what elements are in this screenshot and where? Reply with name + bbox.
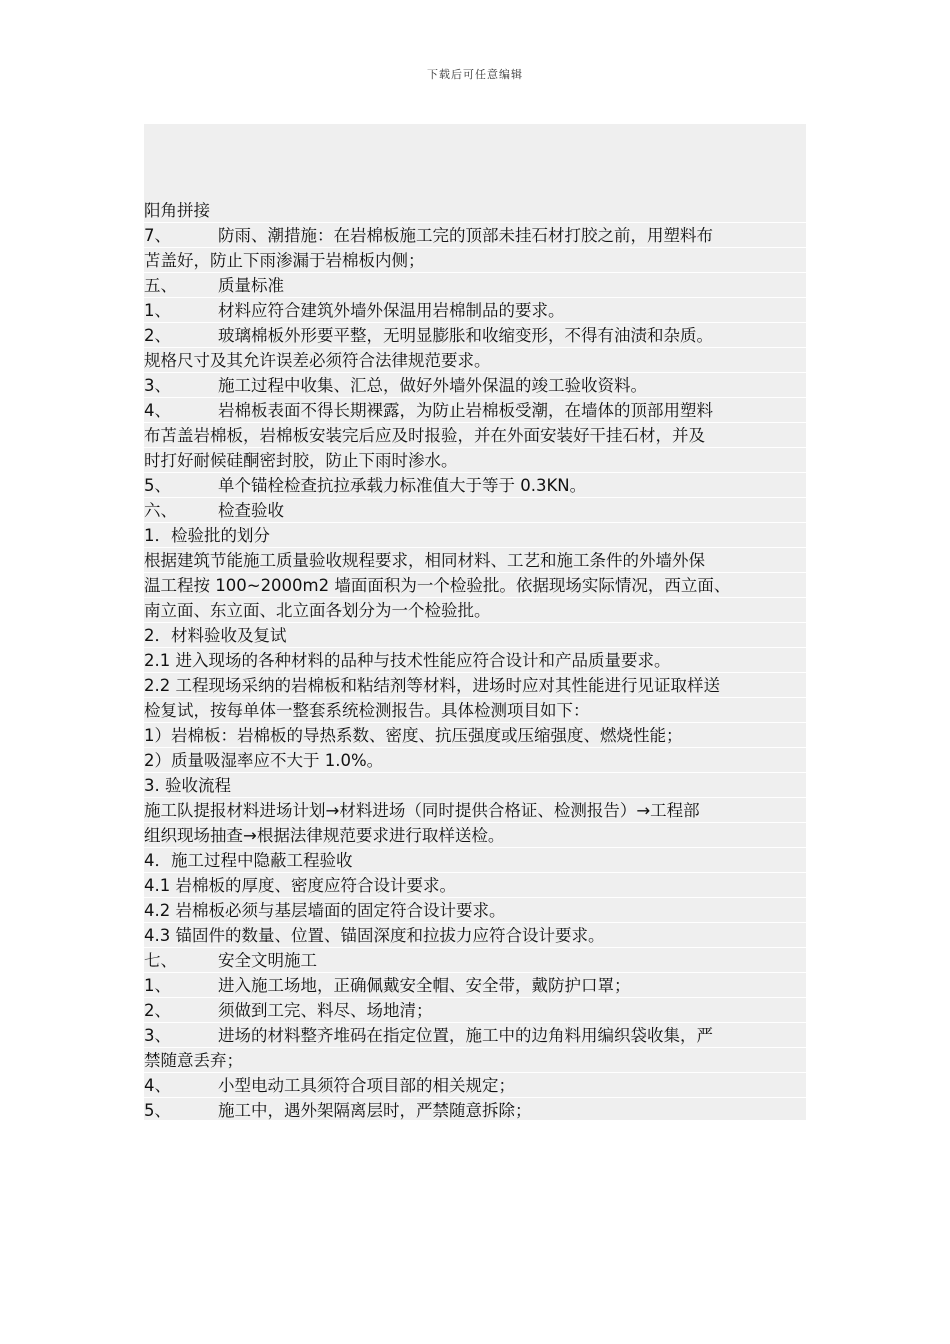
line-text: 单个锚栓检查抗拉承载力标准值大于等于 0.3KN。 bbox=[218, 476, 587, 495]
text-line bbox=[144, 723, 806, 748]
item-number: 2、 bbox=[144, 326, 171, 345]
line-text: 4．施工过程中隐蔽工程验收 bbox=[144, 851, 353, 870]
item-number: 五、 bbox=[144, 276, 177, 295]
item-number: 7、 bbox=[144, 226, 171, 245]
line-text: 玻璃棉板外形要平整，无明显膨胀和收缩变形，不得有油渍和杂质。 bbox=[218, 326, 713, 345]
text-line bbox=[144, 473, 806, 498]
text-line bbox=[144, 1098, 806, 1123]
line-text: 施工过程中收集、汇总，做好外墙外保温的竣工验收资料。 bbox=[218, 376, 647, 395]
item-number: 3、 bbox=[144, 1026, 171, 1045]
line-text: 材料应符合建筑外墙外保温用岩棉制品的要求。 bbox=[218, 301, 565, 320]
line-text: 2.1 进入现场的各种材料的品种与技术性能应符合设计和产品质量要求。 bbox=[144, 651, 671, 670]
text-line bbox=[144, 823, 806, 848]
item-number: 4、 bbox=[144, 1076, 171, 1095]
item-number: 2、 bbox=[144, 1001, 171, 1020]
text-line bbox=[144, 673, 806, 698]
text-line bbox=[144, 323, 806, 348]
line-text: 检复试，按每单体一整套系统检测报告。具体检测项目如下： bbox=[144, 701, 590, 720]
text-line bbox=[144, 498, 806, 523]
text-line bbox=[144, 923, 806, 948]
text-line bbox=[144, 198, 806, 223]
line-text: 南立面、东立面、北立面各划分为一个检验批。 bbox=[144, 601, 491, 620]
line-text: 进场的材料整齐堆码在指定位置，施工中的边角料用编织袋收集，严 bbox=[218, 1026, 713, 1045]
text-line bbox=[144, 448, 806, 473]
text-line bbox=[144, 423, 806, 448]
text-line bbox=[144, 398, 806, 423]
item-number: 1、 bbox=[144, 301, 171, 320]
line-text: 4.1 岩棉板的厚度、密度应符合设计要求。 bbox=[144, 876, 456, 895]
text-line bbox=[144, 873, 806, 898]
line-text: 安全文明施工 bbox=[218, 951, 317, 970]
line-text: 时打好耐候硅酮密封胶，防止下雨时渗水。 bbox=[144, 451, 458, 470]
text-line bbox=[144, 598, 806, 623]
item-number: 1、 bbox=[144, 976, 171, 995]
line-text: 质量标准 bbox=[218, 276, 284, 295]
item-number: 5、 bbox=[144, 476, 171, 495]
line-text: 施工队提报材料进场计划→材料进场（同时提供合格证、检测报告）→工程部 bbox=[144, 801, 700, 820]
text-line bbox=[144, 698, 806, 723]
line-text: 苫盖好，防止下雨渗漏于岩棉板内侧； bbox=[144, 251, 425, 270]
text-line bbox=[144, 998, 806, 1023]
text-line bbox=[144, 898, 806, 923]
text-line bbox=[144, 223, 806, 248]
item-number: 5、 bbox=[144, 1101, 171, 1120]
text-line bbox=[144, 298, 806, 323]
document-lines bbox=[144, 198, 806, 1123]
text-line bbox=[144, 798, 806, 823]
line-text: 4.2 岩棉板必须与基层墙面的固定符合设计要求。 bbox=[144, 901, 506, 920]
text-line bbox=[144, 573, 806, 598]
line-text: 2．材料验收及复试 bbox=[144, 626, 287, 645]
line-text: 2.2 工程现场采纳的岩棉板和粘结剂等材料，进场时应对其性能进行见证取样送 bbox=[144, 676, 720, 695]
line-text: 防雨、潮措施：在岩棉板施工完的顶部未挂石材打胶之前，用塑料布 bbox=[218, 226, 713, 245]
text-line bbox=[144, 248, 806, 273]
line-text: 须做到工完、料尽、场地清； bbox=[218, 1001, 433, 1020]
text-line bbox=[144, 523, 806, 548]
text-line bbox=[144, 973, 806, 998]
item-number: 4、 bbox=[144, 401, 171, 420]
document-body bbox=[144, 124, 806, 1120]
text-line bbox=[144, 273, 806, 298]
line-text: 3. 验收流程 bbox=[144, 776, 231, 795]
item-number: 六、 bbox=[144, 501, 177, 520]
line-text: 检查验收 bbox=[218, 501, 284, 520]
line-text: 禁随意丢弃； bbox=[144, 1051, 243, 1070]
text-line bbox=[144, 623, 806, 648]
text-line bbox=[144, 1073, 806, 1098]
text-line bbox=[144, 748, 806, 773]
line-text: 施工中，遇外架隔离层时，严禁随意拆除； bbox=[218, 1101, 532, 1120]
text-line bbox=[144, 1048, 806, 1073]
line-text: 根据建筑节能施工质量验收规程要求，相同材料、工艺和施工条件的外墙外保 bbox=[144, 551, 705, 570]
item-number: 七、 bbox=[144, 951, 177, 970]
line-text: 1．检验批的划分 bbox=[144, 526, 270, 545]
line-text: 规格尺寸及其允许误差必须符合法律规范要求。 bbox=[144, 351, 491, 370]
page-header: 下载后可任意编辑 bbox=[427, 68, 523, 81]
item-number: 3、 bbox=[144, 376, 171, 395]
line-text: 阳角拼接 bbox=[144, 201, 210, 220]
line-text: 温工程按 100~2000m2 墙面面积为一个检验批。依据现场实际情况，西立面、 bbox=[144, 576, 731, 595]
line-text: 1）岩棉板：岩棉板的导热系数、密度、抗压强度或压缩强度、燃烧性能； bbox=[144, 726, 683, 745]
text-line bbox=[144, 548, 806, 573]
line-text: 2）质量吸湿率应不大于 1.0%。 bbox=[144, 751, 384, 770]
line-text: 组织现场抽查→根据法律规范要求进行取样送检。 bbox=[144, 826, 505, 845]
text-line bbox=[144, 648, 806, 673]
line-text: 小型电动工具须符合项目部的相关规定； bbox=[218, 1076, 515, 1095]
line-text: 岩棉板表面不得长期裸露，为防止岩棉板受潮，在墙体的顶部用塑料 bbox=[218, 401, 713, 420]
line-text: 布苫盖岩棉板，岩棉板安装完后应及时报验，并在外面安装好干挂石材，并及 bbox=[144, 426, 705, 445]
text-line bbox=[144, 348, 806, 373]
line-text: 4.3 锚固件的数量、位置、锚固深度和拉拔力应符合设计要求。 bbox=[144, 926, 605, 945]
text-line bbox=[144, 773, 806, 798]
line-text: 进入施工场地，正确佩戴安全帽、安全带，戴防护口罩； bbox=[218, 976, 631, 995]
text-line bbox=[144, 373, 806, 398]
text-line bbox=[144, 1023, 806, 1048]
text-line bbox=[144, 848, 806, 873]
text-line bbox=[144, 948, 806, 973]
